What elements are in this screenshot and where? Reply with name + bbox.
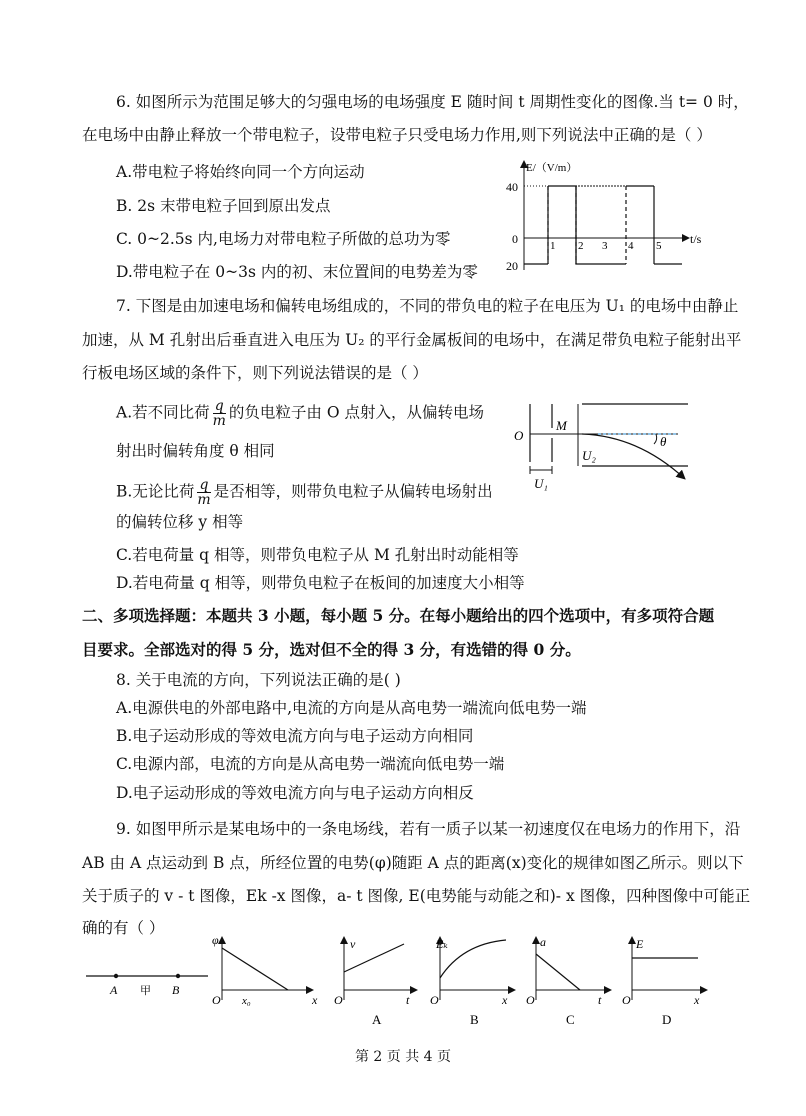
q7-label-u2: U₂ <box>582 448 596 463</box>
q9-stem-line2: AB 由 A 点运动到 B 点，所经位置的电势(φ)随距 A 点的距离(x)变化的规律如图乙所示。则以下 <box>82 854 744 872</box>
q9-b-origin: O <box>430 993 439 1007</box>
q7-ratio-fraction-a <box>213 399 226 428</box>
q8-option-d: D.电子运动形成的等效电流方向与电子运动方向相反 <box>116 784 474 802</box>
q6-y-tick-20: 20 <box>506 259 518 273</box>
q9-stem-line3: 关于质子的 v - t 图像，Ek -x 图像，a- t 图像, E(电势能与动能之和)- x 图像，四种图像中可能正 <box>82 887 751 905</box>
q9-fig-jia-label: 甲 <box>140 985 151 997</box>
q6-x-axis-label: t/s <box>690 232 702 246</box>
q6-stem-line2: 在电场中由静止释放一个带电粒子，设带电粒子只受电场力作用,则下列说法中正确的是（ ） <box>82 126 712 144</box>
q9-d-origin: O <box>622 993 631 1007</box>
q6-origin-label: 0 <box>512 232 518 246</box>
q7-option-d: D.若电荷量 q 相等，则带负电粒子在板间的加速度大小相等 <box>116 574 525 592</box>
q9-a-caption: A <box>372 1012 382 1027</box>
q8-option-b: B.电子运动形成的等效电流方向与电子运动方向相同 <box>116 727 474 745</box>
q9-d-caption: D <box>662 1012 672 1027</box>
q6-x-tick-1: 1 <box>550 240 556 252</box>
q6-x-tick-4: 4 <box>628 240 634 252</box>
q9-c-origin: O <box>526 993 535 1007</box>
fraction-numerator: q <box>213 399 226 414</box>
section2-heading-line1: 二、多项选择题：本题共 3 小题，每小题 5 分。在每小题给出的四个选项中，有多项符合题 <box>82 606 715 625</box>
q7-option-a-line2: 射出时偏转角度 θ 相同 <box>116 442 275 460</box>
q7-deflection-diagram <box>508 398 698 498</box>
q6-y-tick-40: 40 <box>506 180 518 194</box>
q9-phi-x-graph <box>208 930 320 1010</box>
page-footer: 第 2 页 共 4 页 <box>354 1049 452 1065</box>
q6-option-a: A.带电粒子将始终向同一个方向运动 <box>116 163 365 181</box>
q9-b-caption: B <box>470 1012 479 1027</box>
q7-option-a <box>116 399 484 428</box>
q9-a-origin: O <box>334 993 343 1007</box>
q6-stem-line1: 6. 如图所示为范围足够大的匀强电场的电场强度 E 随时间 t 周期性变化的图像.当 t= 0 时， <box>116 93 749 111</box>
q6-x-tick-5: 5 <box>656 240 662 252</box>
q9-d-x-label: x <box>694 993 700 1007</box>
q9-field-line-figure <box>84 966 212 998</box>
q6-x-tick-2: 2 <box>578 240 584 252</box>
q7-label-theta: θ <box>660 434 667 449</box>
q7-stem-line3: 行板电场区域的条件下，则下列说法错误的是（ ） <box>82 364 428 382</box>
q9-b-x-label: x <box>502 993 508 1007</box>
q7-option-a-pre: A.若不同比荷 <box>116 403 210 422</box>
q6-option-d: D.带电粒子在 0~3s 内的初、末位置间的电势差为零 <box>116 263 478 281</box>
q9-phi-origin: O <box>212 993 221 1007</box>
section2-heading-line2: 目要求。全部选对的得 5 分，选对但不全的得 3 分，有选错的得 0 分。 <box>82 640 581 659</box>
q9-phi-x-label: x <box>312 993 318 1007</box>
fraction-denominator: m <box>197 492 211 508</box>
q9-c-caption: C <box>566 1012 575 1027</box>
q9-option-a-graph <box>330 930 422 1030</box>
q9-option-b-graph <box>426 930 522 1030</box>
q6-e-t-graph <box>496 158 716 276</box>
q9-c-x-label: t <box>598 993 602 1007</box>
q9-option-d-graph <box>618 930 714 1030</box>
q9-stem-line4: 确的有（ ） <box>82 919 165 937</box>
q9-d-y-label: E <box>636 937 644 951</box>
q6-x-tick-3: 3 <box>602 240 608 252</box>
q8-stem: 8. 关于电流的方向，下列说法正确的是( ) <box>116 671 401 689</box>
q7-label-o: O <box>514 428 524 443</box>
q9-stem-line1: 9. 如图甲所示是某电场中的一条电场线，若有一质子以某一初速度仅在电场力的作用下，沿 <box>116 820 741 838</box>
q7-option-b-line2: 的偏转位移 y 相等 <box>116 513 244 531</box>
q8-option-a: A.电源供电的外部电路中,电流的方向是从高电势一端流向低电势一端 <box>116 699 587 717</box>
q9-a-y-label: v <box>350 937 356 951</box>
q7-option-a-post: 的负电粒子由 O 点射入，从偏转电场 <box>228 403 484 422</box>
q9-point-b-label: B <box>172 983 180 997</box>
q9-phi-x0-label: x₀ <box>242 995 251 1007</box>
q9-phi-y-label: φ <box>212 933 219 947</box>
q7-ratio-fraction-b <box>197 478 210 507</box>
q7-option-b <box>116 478 493 507</box>
q7-option-c: C.若电荷量 q 相等，则带负电粒子从 M 孔射出时动能相等 <box>116 546 519 564</box>
q6-option-c: C. 0~2.5s 内,电场力对带电粒子所做的总功为零 <box>116 230 451 248</box>
q7-label-u1: U₁ <box>534 476 548 491</box>
q6-y-axis-label: E/（V/m） <box>526 162 578 174</box>
q7-label-m: M <box>556 418 567 433</box>
q9-a-x-label: t <box>406 993 410 1007</box>
q9-option-c-graph <box>522 930 618 1030</box>
fraction-denominator: m <box>212 413 226 429</box>
q7-stem-line2: 加速，从 M 孔射出后垂直进入电压为 U₂ 的平行金属板间的电场中，在满足带负电粒子能射出平 <box>82 331 742 349</box>
q9-b-y-label: Eₖ <box>436 937 448 951</box>
fraction-numerator: q <box>197 478 210 493</box>
q9-point-a-label: A <box>110 983 118 997</box>
q8-option-c: C.电源内部，电流的方向是从高电势一端流向低电势一端 <box>116 755 505 773</box>
q7-option-b-pre: B.无论比荷 <box>116 482 195 501</box>
q7-stem-line1: 7. 下图是由加速电场和偏转电场组成的，不同的带负电的粒子在电压为 U₁ 的电场中由静止 <box>116 297 739 315</box>
q6-option-b: B. 2s 末带电粒子回到原出发点 <box>116 197 331 215</box>
q9-c-y-label: a <box>540 935 546 949</box>
q7-option-b-post: 是否相等，则带负电粒子从偏转电场射出 <box>213 482 493 501</box>
